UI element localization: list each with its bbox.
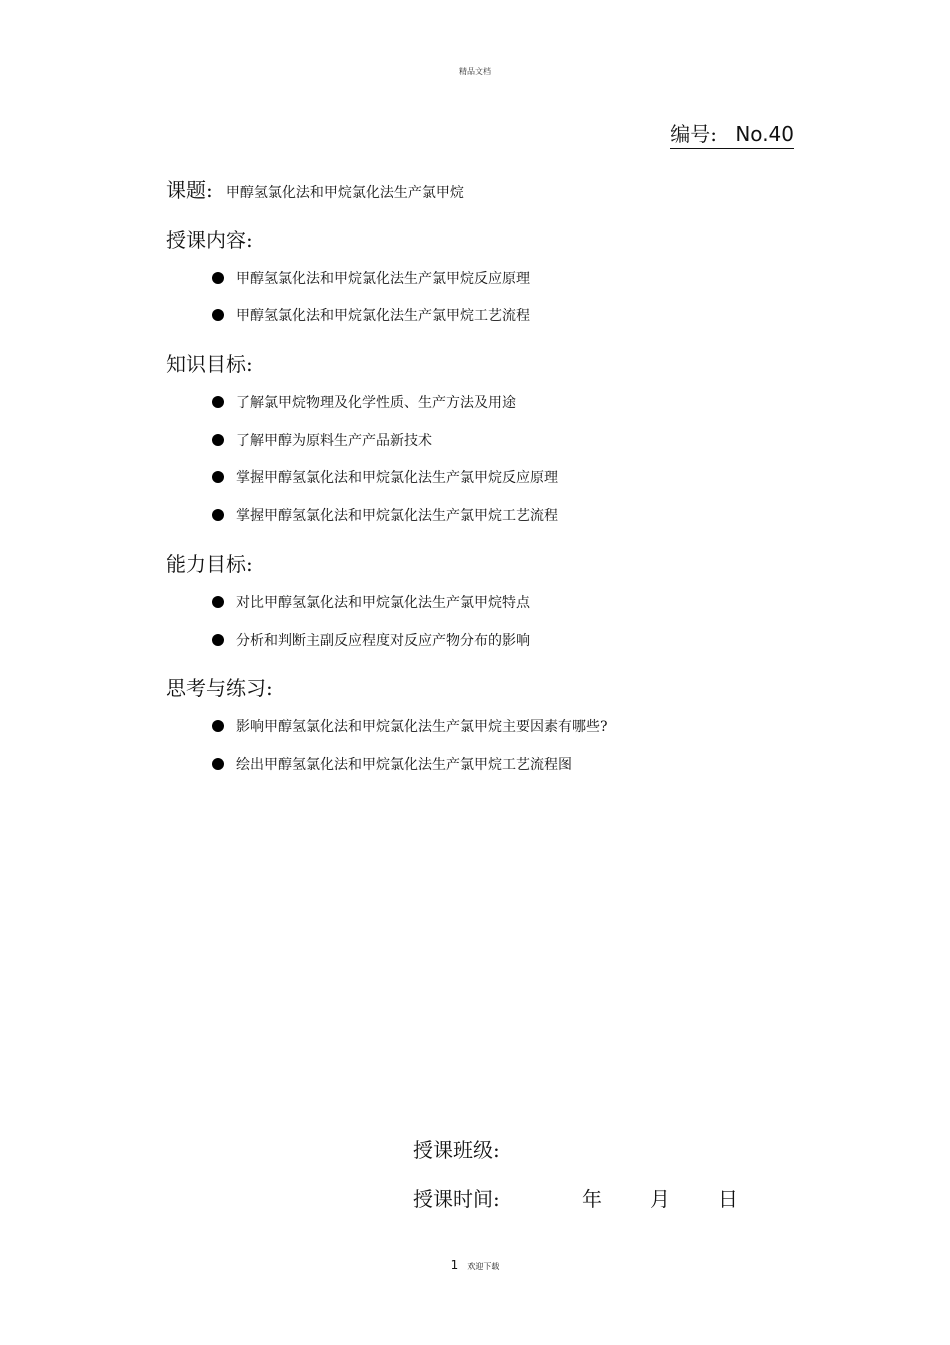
list-item-text: 甲醇氢氯化法和甲烷氯化法生产氯甲烷反应原理 [236,271,530,287]
section-title-ability: 能力目标: [166,552,253,576]
topic-row [166,174,464,203]
list-item [212,716,608,736]
list-item-text: 影响甲醇氢氯化法和甲烷氯化法生产氯甲烷主要因素有哪些? [236,719,608,735]
list-item-text: 甲醇氢氯化法和甲烷氯化法生产氯甲烷工艺流程 [236,308,530,324]
list-item-text: 掌握甲醇氢氯化法和甲烷氯化法生产氯甲烷工艺流程 [236,508,558,524]
list-item-text: 掌握甲醇氢氯化法和甲烷氯化法生产氯甲烷反应原理 [236,470,558,486]
list-item [212,592,530,612]
bullet-icon [212,720,224,732]
list-item-text: 了解甲醇为原料生产产品新技术 [236,433,432,449]
bullet-icon [212,758,224,770]
list-item [212,630,530,650]
list-item [212,467,558,487]
list-item-text: 绘出甲醇氢氯化法和甲烷氯化法生产氯甲烷工艺流程图 [236,757,572,773]
page-footer-text: 欢迎下载 [467,1262,500,1271]
list-item [212,754,572,774]
list-item [212,392,516,412]
year-label: 年 [582,1187,602,1211]
time-label: 授课时间: [413,1187,500,1211]
class-label: 授课班级: [413,1138,500,1162]
list-item [212,430,432,450]
list-item [212,305,530,325]
page-footer [0,1258,950,1272]
section-title-exercises: 思考与练习: [166,676,273,700]
list-item [212,268,530,288]
doc-number-label: 编号: [670,122,717,146]
topic-value: 甲醇氢氯化法和甲烷氯化法生产氯甲烷 [225,185,464,201]
page-number: 1 [450,1258,459,1272]
doc-number [670,118,794,149]
section-title-knowledge: 知识目标: [166,352,253,376]
bullet-icon [212,309,224,321]
bullet-icon [212,596,224,608]
bullet-icon [212,634,224,646]
bullet-icon [212,272,224,284]
bullet-icon [212,434,224,446]
bullet-icon [212,396,224,408]
month-label: 月 [650,1187,670,1211]
section-title-content: 授课内容: [166,228,253,252]
list-item-text: 对比甲醇氢氯化法和甲烷氯化法生产氯甲烷特点 [236,595,530,611]
list-item [212,505,558,525]
bullet-icon [212,471,224,483]
topic-label: 课题: [166,178,213,202]
list-item-text: 了解氯甲烷物理及化学性质、生产方法及用途 [236,395,516,411]
bullet-icon [212,509,224,521]
list-item-text: 分析和判断主副反应程度对反应产物分布的影响 [236,633,530,649]
day-label: 日 [718,1187,738,1211]
doc-number-value: No.40 [735,122,794,146]
header-note: 精品文档 [459,67,491,76]
